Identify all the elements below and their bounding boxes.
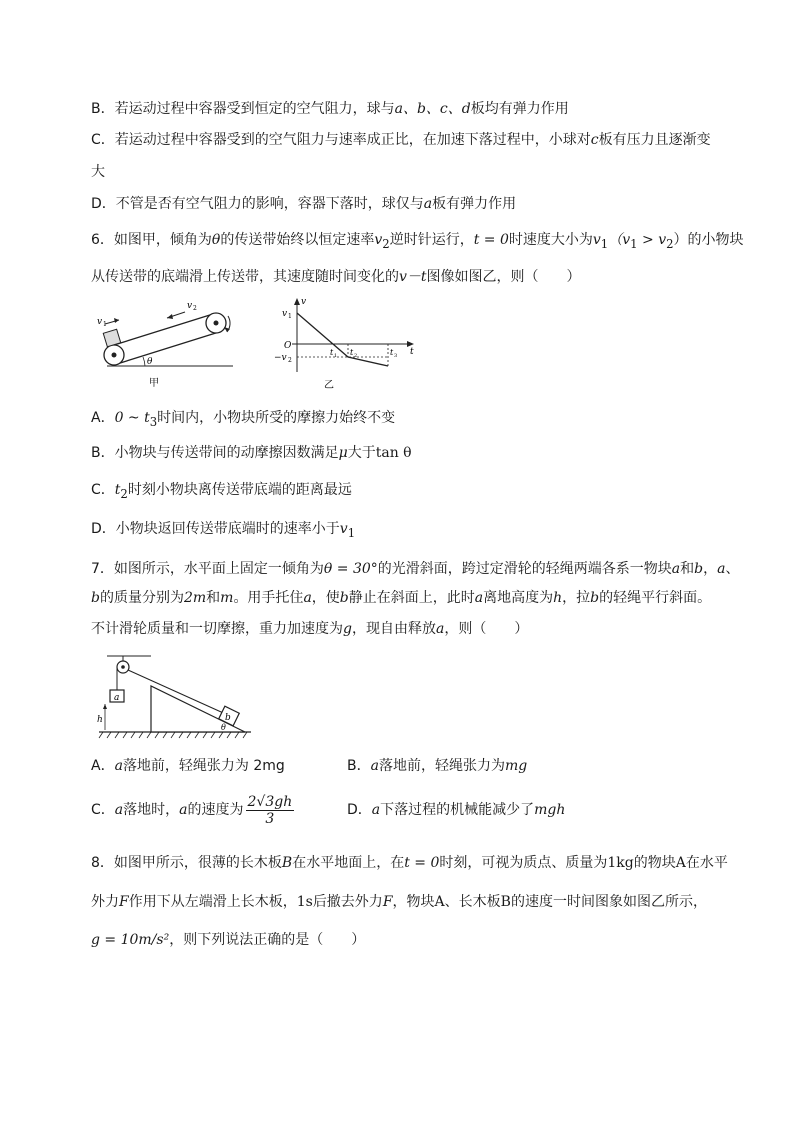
velocity-fraction: $\frac{2√3gh}{3}$ [247, 793, 293, 827]
graph-v-label: v [301, 297, 307, 307]
q6-option-a: A．0 ~ $t_3$时间内，小物块所受的摩擦力始终不变 [91, 410, 396, 429]
svg-text:1: 1 [334, 353, 338, 359]
q7-option-a: A．a落地前，轻绳张力为 2mg [91, 758, 285, 774]
graph-t-label: t [410, 347, 414, 357]
q7-figure-incline [95, 652, 255, 742]
q7-stem-line3: 不计滑轮质量和一切摩擦，重力加速度为g，现自由释放a，则（ ） [91, 621, 529, 637]
svg-text:2: 2 [193, 305, 197, 312]
q6-option-c: C．$t_2$时刻小物块离传送带底端的距离最远 [91, 482, 352, 501]
angle-arc [143, 357, 145, 366]
q8-stem-line2: 外力F作用下从左端滑上长木板，1s后撤去外力F，物块A、长木板B的速度一时间图象如图乙所示， [91, 894, 707, 910]
vt-curve [297, 313, 388, 366]
graph-v1-label: v [282, 309, 288, 319]
belt-bottom [117, 332, 219, 364]
q5-option-b: B．若运动过程中容器受到恒定的空气阻力，球与a、b、c、d板均有弹力作用 [91, 101, 569, 117]
q6-figure-jia-conveyor [95, 298, 245, 390]
q6-stem-line1: 6．如图甲，倾角为θ的传送带始终以恒定速率$v_2$逆时针运行，t = 0时速度大小为$v_1(v_1 > v_2)$的小物块 [91, 232, 744, 251]
q7-option-c: C．a落地时，a的速度为 $\frac{2√3gh}{3}$ [91, 793, 293, 827]
fig-v1-label: v [97, 317, 103, 327]
q8-stem-line1: 8．如图甲所示，很薄的长木板B在水平地面上，在t = 0时刻，可视为质点、质量为1kg的物块A在水平 [91, 855, 728, 871]
fig-h-label: h [97, 715, 103, 725]
fig-v2-label: v [187, 301, 193, 311]
graph-origin-label: O [284, 341, 292, 351]
fig-yi-label: 乙 [324, 380, 334, 391]
svg-text:1: 1 [103, 321, 107, 328]
svg-text:1: 1 [288, 313, 292, 320]
q6-option-b: B．小物块与传送带间的动摩擦因数满足μ大于tan θ [91, 445, 412, 461]
svg-text:2: 2 [288, 357, 292, 364]
q7-option-d: D．a下落过程的机械能减少了mgh [347, 802, 566, 818]
svg-text:2: 2 [354, 353, 358, 359]
fig-jia-label: 甲 [149, 378, 159, 389]
graph-t1-label: t [330, 348, 334, 357]
q5-option-d: D．不管是否有空气阻力的影响，容器下落时，球仅与a板有弹力作用 [91, 196, 517, 212]
fig-a-label: a [114, 693, 120, 703]
q7-stem-line2: b的质量分别为2m和m。用手托住a，使b静止在斜面上，此时a离地高度为h，拉b的轻绳平行斜面。 [91, 590, 712, 606]
q6-figure-yi-vt-graph [270, 296, 420, 392]
ground-hatch [99, 732, 247, 738]
q6-stem-line2: 从传送带的底端滑上传送带，其速度随时间变化的v－t图像如图乙，则（ ） [91, 269, 581, 285]
fig-theta-label: θ [221, 723, 226, 732]
q7-stem-line1: 7．如图所示，水平面上固定一倾角为θ = 30°的光滑斜面，跨过定滑轮的轻绳两端各系一物块a和b，a、 [91, 561, 740, 577]
fig-theta-label: θ [147, 357, 153, 367]
q5-option-c: C．若运动过程中容器受到的空气阻力与速率成正比，在加速下落过程中，小球对c板有压力且逐渐变 [91, 132, 711, 148]
q8-stem-line3: g = 10m/s²，则下列说法正确的是（ ） [91, 932, 366, 948]
graph-neg-v2-label: −v [274, 353, 287, 363]
graph-t3-label: t [390, 348, 394, 357]
fig-b-label: b [225, 713, 231, 723]
graph-t2-label: t [350, 348, 354, 357]
q5-option-c-cont: 大 [91, 164, 105, 180]
q6-option-d: D．小物块返回传送带底端时的速率小于$v_1$ [91, 521, 356, 540]
svg-text:3: 3 [394, 353, 398, 359]
q7-option-b: B．a落地前，轻绳张力为mg [347, 758, 528, 774]
belt-top [111, 314, 213, 346]
